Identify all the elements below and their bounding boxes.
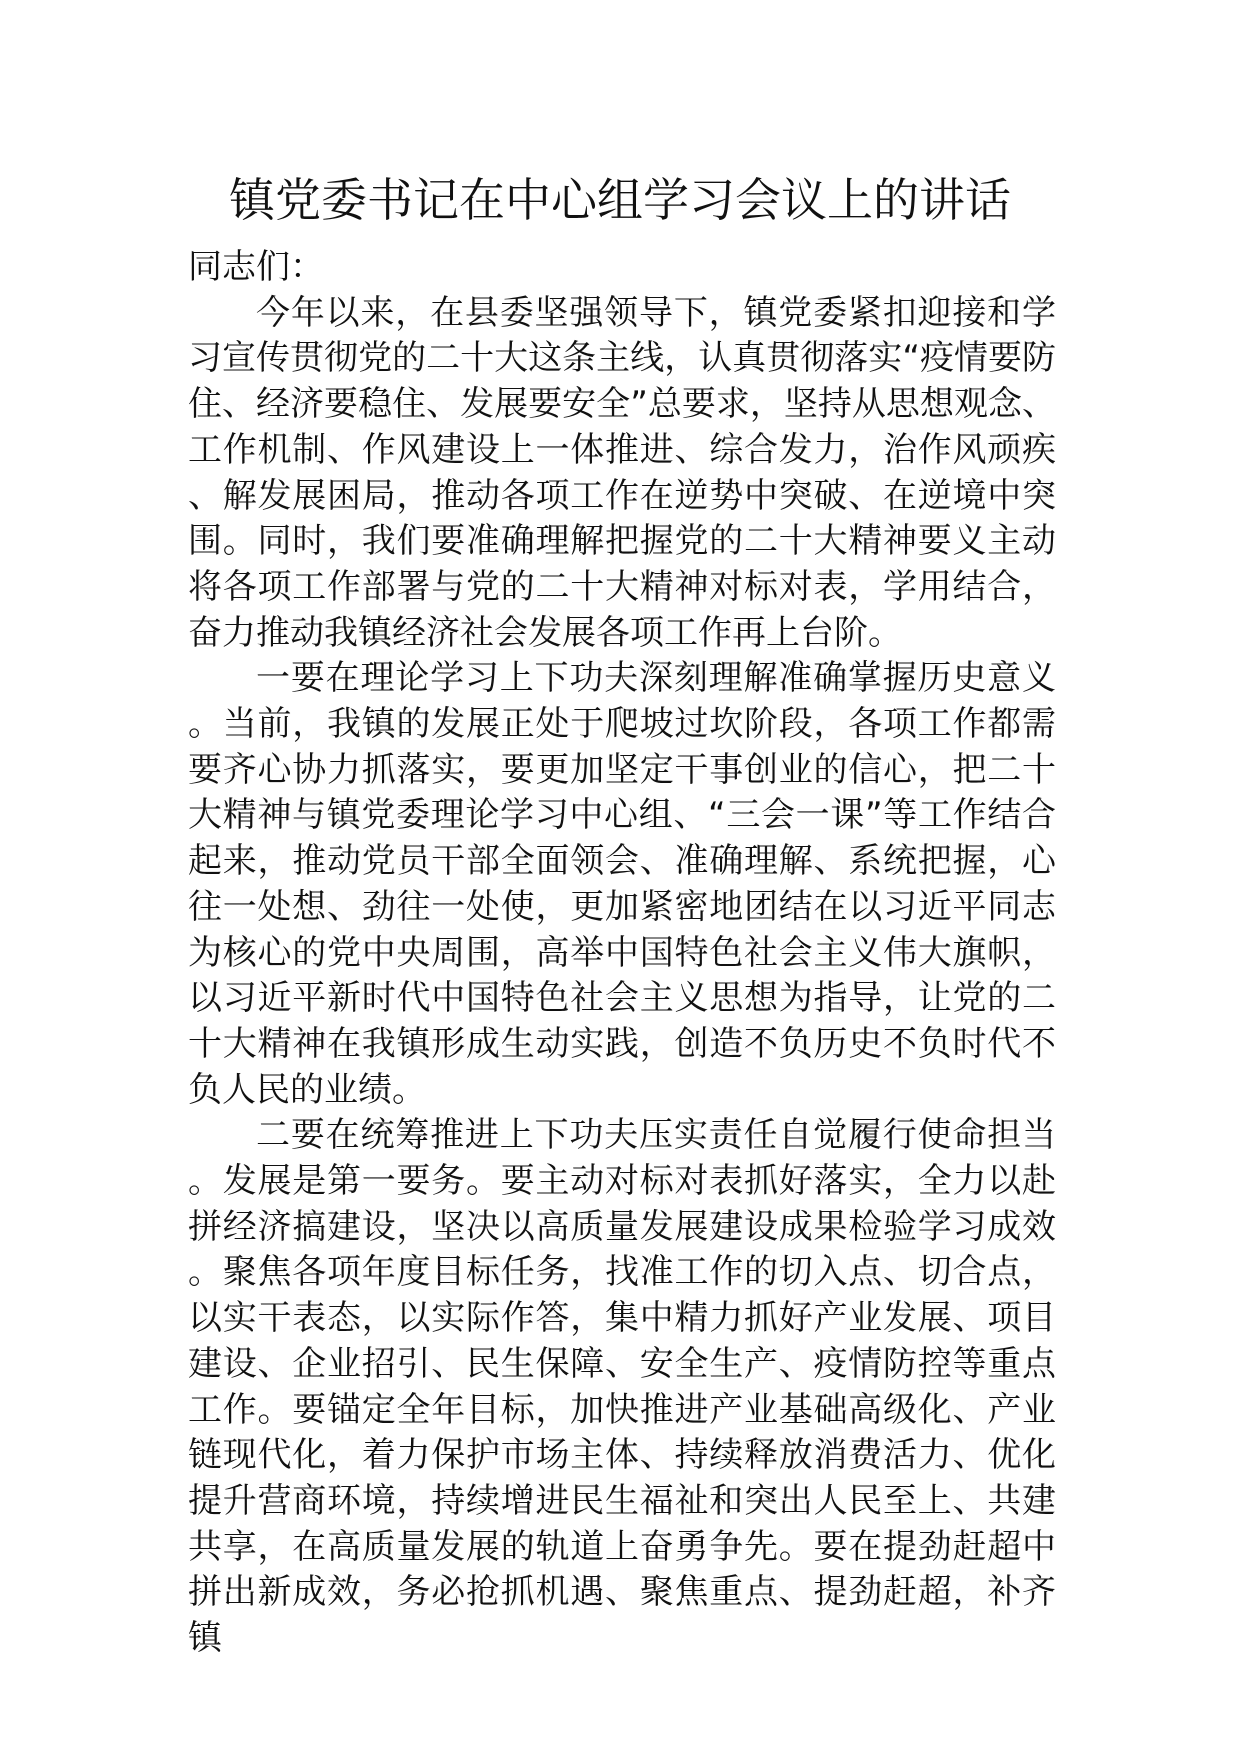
paragraph-intro: 今年以来，在县委坚强领导下，镇党委紧扣迎接和学习宣传贯彻党的二十大这条主线，认真贯彻落实“疫情要防住、经济要稳住、发展要安全”总要求，坚持从思想观念、工作机制、作风建设上一体推进、综合发力，治作风顽疾、解发展困局，推动各项工作在逆势中突破、在逆境中突围。同时，我们要准确理解把握党的二十大精神要义主动将各项工作部署与党的二十大精神对标对表，学用结合，奋力推动我镇经济社会发展各项工作再上台阶。: [188, 292, 1056, 653]
document-body: [188, 245, 1056, 1662]
salutation: 同志们：: [188, 247, 324, 287]
document-title: 镇党委书记在中心组学习会议上的讲话: [229, 173, 1011, 227]
paragraph-theory-study: 一要在理论学习上下功夫深刻理解准确掌握历史意义。当前，我镇的发展正处于爬坡过坎阶段，各项工作都需要齐心协力抓落实，要更加坚定干事创业的信心，把二十大精神与镇党委理论学习中心组、“三会一课”等工作结合起来，推动党员干部全面领会、准确理解、系统把握，心往一处想、劲往一处使，更加紧密地团结在以习近平同志为核心的党中央周围，高举中国特色社会主义伟大旗帜，以习近平新时代中国特色社会主义思想为指导，让党的二十大精神在我镇形成生动实践，创造不负历史不负时代不负人民的业绩。: [188, 658, 1056, 1110]
paragraph-coordinated-advance: 二要在统筹推进上下功夫压实责任自觉履行使命担当。发展是第一要务。要主动对标对表抓好落实，全力以赴拼经济搞建设，坚决以高质量发展建设成果检验学习成效。聚焦各项年度目标任务，找准工作的切入点、切合点，以实干表态，以实际作答，集中精力抓好产业发展、项目建设、企业招引、民生保障、安全生产、疫情防控等重点工作。要锚定全年目标，加快推进产业基础高级化、产业链现代化，着力保护市场主体、持续释放消费活力、优化提升营商环境，持续增进民生福祉和突出人民至上、共建共享，在高质量发展的轨道上奋勇争先。要在提劲赶超中拼出新成效，务必抢抓机遇、聚焦重点、提劲赶超，补齐镇: [188, 1115, 1056, 1659]
